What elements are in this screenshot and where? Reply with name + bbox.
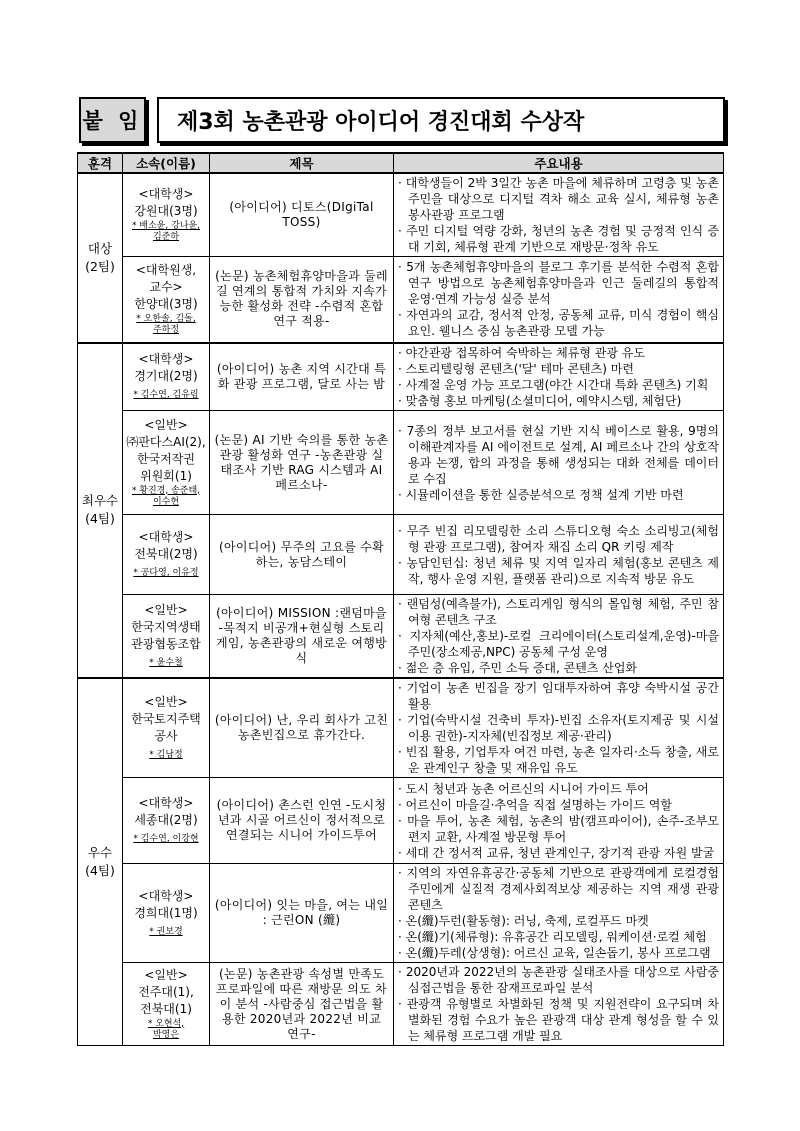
affiliation-cell [123, 678, 210, 778]
content-bullet: · 7종의 정부 보고서를 현실 기반 지식 베이스로 활용, 9명의 이해관계자를 AI 에이전트로 설계, AI 페르소나 간의 상호작용과 논쟁, 합의 과정을 통해 생성되는 대화 전체를 데이터로 수집 [398, 423, 719, 486]
table-row [78, 778, 724, 864]
table-row [78, 678, 724, 778]
content-bullet: · 주민 디지털 역량 강화, 청년의 농촌 경험 및 긍정적 인식 증대 기회, 체류형 관계 기반으로 재방문·정착 유도 [398, 224, 719, 254]
content-bullet: · 대학생들이 2박 3일간 농촌 마을에 체류하며 고령층 및 농촌 주민을 대상으로 디지털 격차 해소 교육 실시, 체류형 농촌봉사관광 프로그램 [398, 176, 719, 222]
content-bullet: · 마을 투어, 농촌 체험, 농촌의 밤(캠프파이어), 손주-조부모 편지 교환, 사계절 방문형 투어 [398, 813, 719, 844]
entry-title: (아이디어) 무주의 고요를 수확하는, 농담스테이 [210, 515, 394, 595]
member-names: * 김수연, 김유림 [133, 390, 199, 401]
column-header-grade: 훈격 [78, 153, 123, 173]
grade-cell: 우수 (4팀) [78, 678, 123, 1046]
member-names: * 오한솔, 김돌, 주하정 [136, 313, 196, 335]
content-cell [394, 778, 724, 864]
affiliation-text: <대학생> 경희대(1명) [134, 888, 198, 920]
member-names: * 김수연, 이강현 [133, 834, 199, 844]
affiliation-text: <일반> ㈜판다스AI(2), 한국저작권 위원회(1) [126, 417, 206, 483]
affiliation-text: <대학원생, 교수> 한양대(3명) [134, 262, 198, 311]
content-bullet: · 도시 청년과 농촌 어르신의 시니어 가이드 투어 [398, 781, 649, 796]
content-bullet: · 어르신이 마을길·추억을 직접 설명하는 가이드 역할 [398, 797, 672, 812]
member-names: * 윤수철 [149, 658, 183, 668]
document-title: 제3회 농촌관광 아이디어 경진대회 수상작 [157, 97, 725, 143]
affiliation-cell [123, 963, 210, 1046]
content-bullet: · 온(纜)두레(상생형): 어르신 교육, 일손돕기, 봉사 프로그램 [398, 946, 711, 960]
affiliation-cell [123, 343, 210, 411]
entry-title: (아이디어) 디토스(DIgiTal TOSS) [210, 173, 394, 257]
content-bullet: · 시뮬레이션을 통한 실증분석으로 정책 설계 기반 마련 [398, 487, 684, 502]
affiliation-text: <대학생> 경기대(2명) [134, 352, 198, 384]
affiliation-text: <일반> 한국토지주택 공사 [131, 695, 201, 743]
member-names: * 공다영, 이유정 [133, 568, 199, 578]
content-bullet: · 사계절 운영 가능 프로그램(야간 시간대 특화 콘텐츠) 기획 [398, 377, 709, 392]
affiliation-cell [123, 595, 210, 679]
content-cell [394, 173, 724, 257]
affiliation-text: <대학생> 강원대(3명) [134, 187, 198, 218]
grade-cell: 최우수 (4팀) [78, 343, 123, 679]
affiliation-cell [123, 515, 210, 595]
entry-title: (논문) AI 기반 숙의를 통한 농촌관광 활성화 연구 -농촌관광 실태조사 기반 RAG 시스템과 AI 페르소나- [210, 411, 394, 515]
grade-cell: 대상 (2팀) [78, 173, 123, 343]
awards-table [77, 152, 724, 1046]
content-cell [394, 595, 724, 679]
affiliation-cell [123, 173, 210, 257]
entry-title: (아이디어) 잇는 마을, 여는 내일 : 근린ON (纜) [210, 864, 394, 963]
member-names: * 오현석, 박영은 [147, 1018, 185, 1040]
content-cell [394, 678, 724, 778]
content-bullet: · 기업이 농촌 빈집을 장기 임대투자하여 휴양 숙박시설 공간 활용 [398, 681, 719, 711]
affiliation-cell [123, 411, 210, 515]
member-names: * 김남정 [149, 750, 183, 760]
table-row [78, 515, 724, 595]
content-cell [394, 515, 724, 595]
column-header-content: 주요내용 [394, 153, 724, 173]
content-bullet: · 온(纜)두런(활동형): 러닝, 축제, 로컬푸드 마켓 [398, 914, 649, 928]
content-bullet: · 스토리텔링형 콘텐츠('달' 테마 콘텐츠) 마련 [398, 361, 634, 376]
entry-title: (아이디어) 난, 우리 회사가 고친 농촌빈집으로 휴가간다. [210, 678, 394, 778]
content-cell [394, 411, 724, 515]
member-names: * 황진경, 송준태, 이수현 [131, 485, 201, 507]
column-header-title: 제목 [210, 153, 394, 173]
content-bullet: · 세대 간 정서적 교류, 청년 관계인구, 장기적 관광 자원 발굴 [398, 845, 715, 860]
affiliation-text: <대학생> 전북대(2명) [134, 530, 198, 561]
table-row [78, 173, 724, 257]
content-bullet: · 온(纜)기(체류형): 유휴공간 리모델링, 워케이션·로컬 체험 [398, 930, 707, 944]
content-bullet: · 무주 빈집 리모델링한 소리 스튜디오형 숙소 소리빙고(체험형 관광 프로그램), 참여자 채집 소리 QR 키링 제작 [398, 523, 719, 554]
entry-title: (아이디어) 농촌 지역 시간대 특화 관광 프로그램, 달로 사는 밤 [210, 343, 394, 411]
table-row [78, 595, 724, 679]
content-bullet: · 맞춤형 홍보 마케팅(소셜미디어, 예약시스템, 체험단) [398, 393, 682, 408]
affiliation-cell [123, 257, 210, 343]
content-cell [394, 343, 724, 411]
table-row [78, 257, 724, 343]
content-bullet: · 랜덤성(예측불가), 스토리게임 형식의 몰입형 체험, 주민 참여형 콘텐츠 구조 [398, 597, 719, 627]
member-names: * 배소윤, 강나윤, 김준하 [131, 221, 201, 242]
entry-title: (논문) 농촌관광 속성별 만족도 프로파일에 따른 재방문 의도 차이 분석 -사람중심 접근법을 활용한 2020년과 2022년 비교 연구- [210, 963, 394, 1046]
content-bullet: · 5개 농촌체험휴양마을의 블로그 후기를 분석한 수렴적 혼합연구 방법으로 농촌체험휴양마을과 인근 둘레길의 통합적 운영·연계 가능성 실증 분석 [398, 260, 719, 307]
content-bullet: · 야간관광 접목하여 숙박하는 체류형 관광 유도 [398, 345, 645, 360]
content-bullet: · 관광객 유형별로 차별화된 정책 및 지원전략이 요구되며 차별화된 경험 수요가 높은 관광객 대상 관계 형성을 할 수 있는 체류형 프로그램 개발 필요 [398, 997, 719, 1043]
affiliation-text: <일반> 전주대(1), 전북대(1) [138, 967, 194, 1016]
table-row [78, 343, 724, 411]
affiliation-cell [123, 864, 210, 963]
entry-title: (논문) 농촌체험휴양마을과 둘레길 연계의 통합적 가치와 지속가능한 활성화 전략 -수렴적 혼합연구 적용- [210, 257, 394, 343]
content-bullet: · 젊은 층 유입, 주민 소득 증대, 콘텐츠 산업화 [398, 661, 638, 675]
header [79, 97, 725, 143]
column-header-affiliation: 소속(이름) [123, 153, 210, 173]
content-bullet: · 농담인턴십: 청년 체류 및 지역 일자리 체험(홍보 콘텐츠 제작, 행사 운영 지원, 플랫폼 관리)으로 지속적 방문 유도 [398, 555, 719, 586]
table-row [78, 963, 724, 1046]
content-bullet: · 자연과의 교감, 정서적 안정, 공동체 교류, 미식 경험이 핵심요인. 웰니스 중심 농촌관광 모델 가능 [398, 308, 719, 339]
affiliation-text: <대학생> 세종대(2명) [134, 796, 198, 827]
content-cell [394, 257, 724, 343]
content-bullet: · 지자체(예산,홍보)-로컬 크리에이터(스토리설계,운영)-마을주민(장소제공,NPC) 공동체 구성 운영 [398, 629, 719, 659]
attachment-tag: 붙 임 [79, 97, 146, 143]
content-cell [394, 963, 724, 1046]
entry-title: (아이디어) 촌스런 인연 -도시청년과 시골 어르신이 정서적으로 연결되는 시니어 가이드투어 [210, 778, 394, 864]
content-bullet: · 빈집 활용, 기업투자 여건 마련, 농촌 일자리·소득 창출, 새로운 관계인구 창출 및 재유입 유도 [398, 745, 719, 775]
affiliation-text: <일반> 한국지역생태 관광협동조합 [131, 603, 201, 651]
member-names: * 권보경 [149, 926, 183, 937]
table-row [78, 864, 724, 963]
content-bullet: · 2020년과 2022년의 농촌관광 실태조사를 대상으로 사람중심접근법을 통한 잠재프로파일 분석 [398, 965, 719, 995]
entry-title: (아이디어) MISSION :랜덤마을 -목적지 비공개+현실형 스토리게임, 농촌관광의 새로운 여행방식 [210, 595, 394, 679]
table-row [78, 411, 724, 515]
affiliation-cell [123, 778, 210, 864]
content-cell [394, 864, 724, 963]
table-header-row [78, 153, 724, 173]
content-bullet: · 지역의 자연유휴공간·공동체 기반으로 관광객에게 로컬경험 주민에게 실질적 경제사회적보상 제공하는 지역 재생 관광 콘텐츠 [398, 866, 719, 912]
content-bullet: · 기업(숙박시설 건축비 투자)-빈집 소유자(토지제공 및 시설 이용 권한)-지자체(빈집정보 제공·관리) [398, 713, 719, 743]
